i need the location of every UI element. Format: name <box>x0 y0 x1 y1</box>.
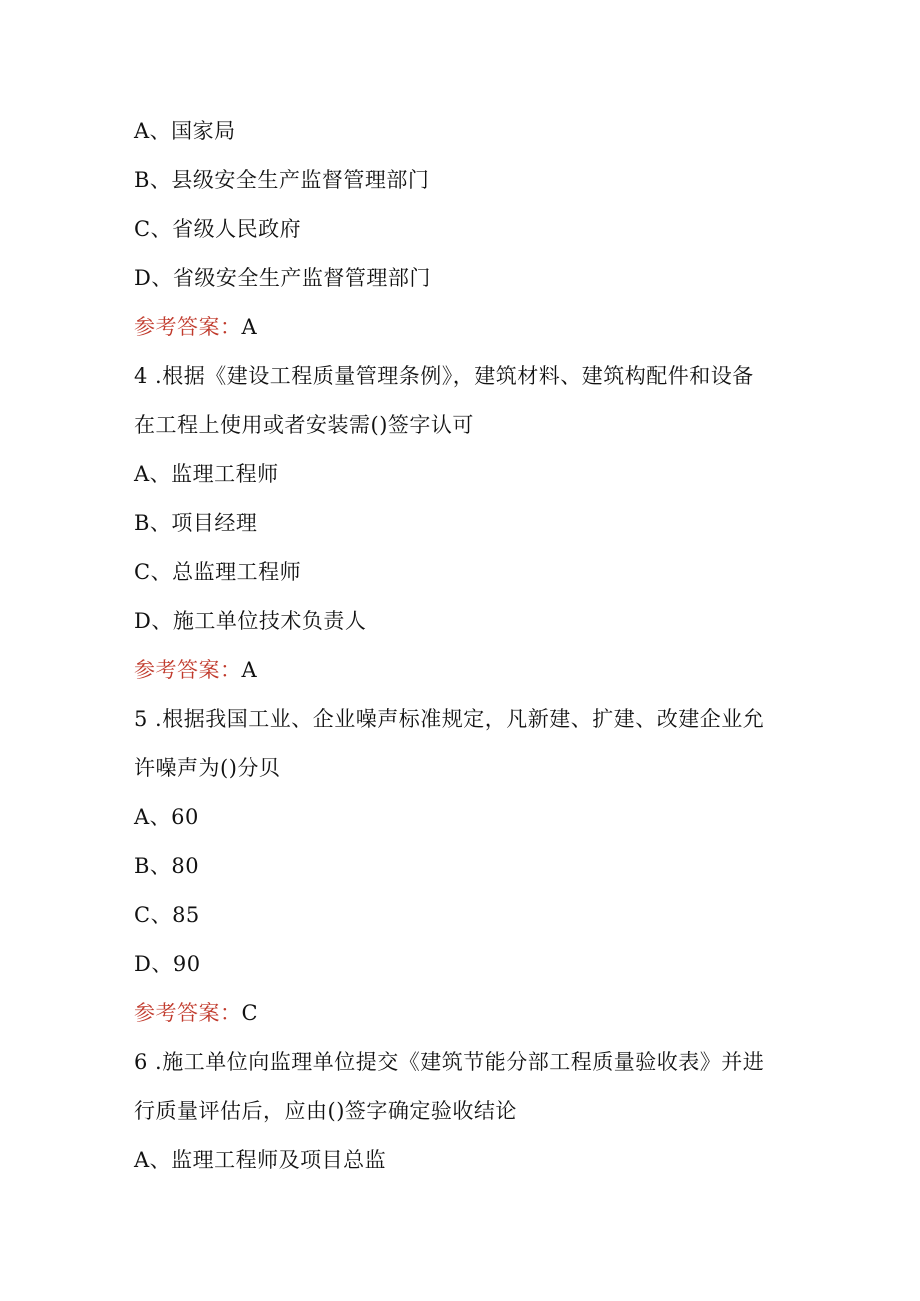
q5-answer <box>134 999 258 1027</box>
answer-value: A <box>241 658 258 682</box>
q5-option-b: B、80 <box>134 854 200 878</box>
answer-value: A <box>241 315 258 339</box>
q3-option-a: A、国家局 <box>134 119 236 143</box>
q4-option-d: D、施工单位技术负责人 <box>134 609 367 633</box>
q3-answer <box>134 313 257 341</box>
q5-stem-line-2: 许噪声为()分贝 <box>134 756 281 780</box>
q4-option-a: A、监理工程师 <box>134 462 279 486</box>
q5-option-d: D、90 <box>134 952 201 976</box>
answer-value: C <box>241 1001 259 1025</box>
q3-option-d: D、省级安全生产监督管理部门 <box>134 266 431 290</box>
q4-stem-line-2: 在工程上使用或者安装需()签字认可 <box>134 413 474 437</box>
q3-option-b: B、县级安全生产监督管理部门 <box>134 168 430 192</box>
q4-answer <box>134 656 257 684</box>
answer-label: 参考答案： <box>134 315 242 339</box>
q4-option-c: C、总监理工程师 <box>134 560 302 584</box>
q6-stem-line-2: 行质量评估后，应由()签字确定验收结论 <box>134 1099 517 1123</box>
q5-option-c: C、85 <box>134 903 200 927</box>
answer-label: 参考答案： <box>134 658 242 682</box>
answer-label: 参考答案： <box>134 1001 242 1025</box>
q3-option-c: C、省级人民政府 <box>134 217 302 241</box>
q5-option-a: A、60 <box>134 805 199 829</box>
q4-stem-line-1: 4 .根据《建设工程质量管理条例》，建筑材料、建筑构配件和设备 <box>134 364 754 388</box>
q6-stem-line-1: 6 .施工单位向监理单位提交《建筑节能分部工程质量验收表》并进 <box>134 1050 765 1074</box>
q6-option-a: A、监理工程师及项目总监 <box>134 1148 387 1172</box>
q4-option-b: B、项目经理 <box>134 511 258 535</box>
q5-stem-line-1: 5 .根据我国工业、企业噪声标准规定，凡新建、扩建、改建企业允 <box>134 707 765 731</box>
